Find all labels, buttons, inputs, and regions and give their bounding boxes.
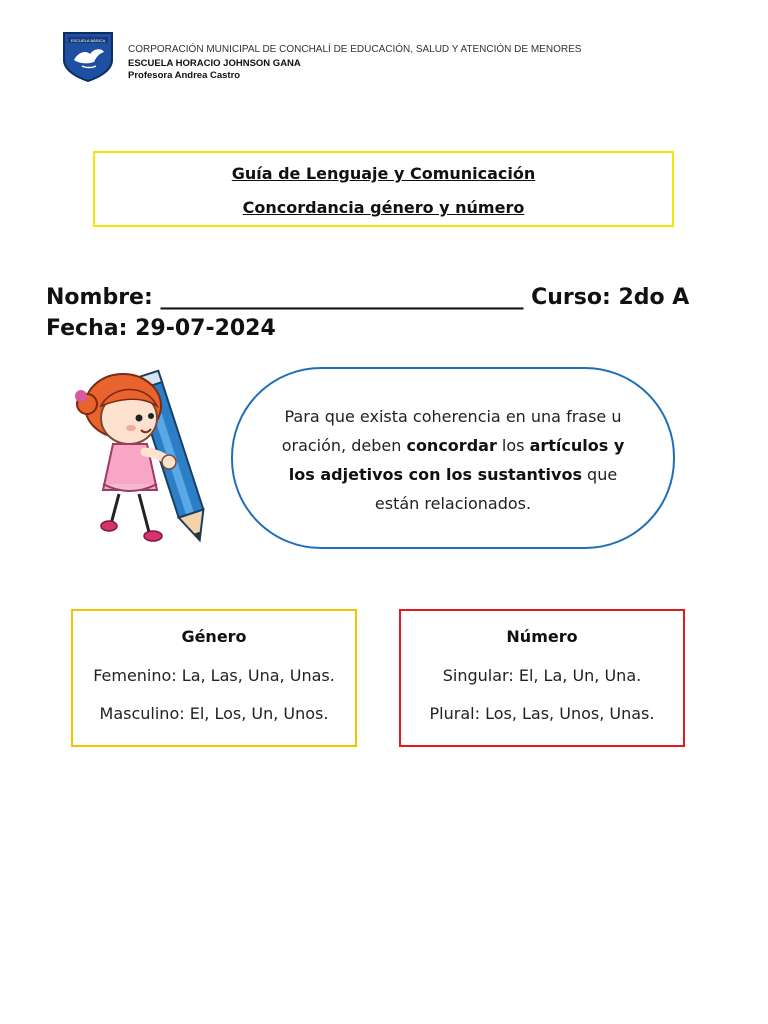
organization-name: CORPORACIÓN MUNICIPAL DE CONCHALÍ DE EDUCACIÓN, SALUD Y ATENCIÓN DE MENORES bbox=[128, 44, 582, 55]
number-plural-line: Plural: Los, Las, Unos, Unas. bbox=[429, 704, 655, 723]
number-singular-line: Singular: El, La, Un, Una. bbox=[442, 666, 642, 685]
explanation-bubble bbox=[231, 367, 675, 549]
explanation-text-2: los bbox=[496, 436, 530, 455]
number-card bbox=[399, 609, 685, 747]
explanation-text-3: que están relacionados. bbox=[374, 465, 618, 513]
teacher-name: Profesora Andrea Castro bbox=[128, 70, 241, 81]
gender-masculine-line: Masculino: El, Los, Un, Unos. bbox=[99, 704, 329, 723]
gender-card bbox=[71, 609, 357, 747]
title-box bbox=[93, 151, 674, 227]
school-name: ESCUELA HORACIO JOHNSON GANA bbox=[128, 58, 301, 69]
explanation-bold-articulos: artículos y los adjetivos con los sustantivos bbox=[288, 436, 625, 484]
school-logo bbox=[60, 30, 116, 82]
gender-card-title: Género bbox=[181, 627, 247, 646]
fecha-value: 29-07-2024 bbox=[135, 316, 276, 341]
logo-text: ESCUELA BÁSICA bbox=[70, 38, 106, 43]
explanation-bold-concordar: concordar bbox=[406, 436, 497, 455]
guide-subtitle: Concordancia género y número bbox=[242, 198, 525, 217]
curso-value: 2do A bbox=[618, 285, 690, 310]
fecha-label: Fecha: bbox=[46, 316, 128, 341]
guide-title: Guía de Lenguaje y Comunicación bbox=[231, 164, 536, 183]
girl-with-pencil-illustration bbox=[65, 366, 225, 550]
student-info-line bbox=[46, 282, 726, 344]
gender-feminine-line: Femenino: La, Las, Una, Unas. bbox=[93, 666, 335, 685]
explanation-text-1: Para que exista coherencia en una frase u oración, deben bbox=[281, 407, 622, 455]
curso-label: Curso: bbox=[531, 285, 611, 310]
name-blank: _________________________________ bbox=[160, 285, 524, 310]
name-label: Nombre: bbox=[46, 285, 153, 310]
number-card-title: Número bbox=[506, 627, 578, 646]
